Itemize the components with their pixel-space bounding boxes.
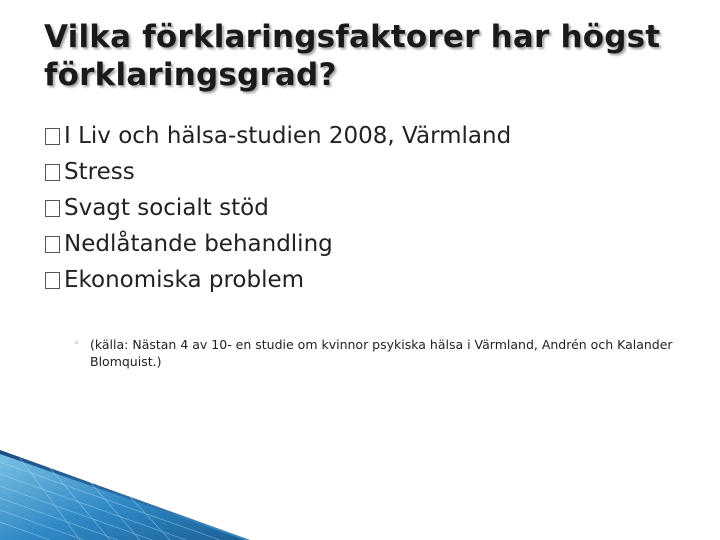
- square-bullet-icon: [45, 200, 60, 217]
- bullet-item: [44, 190, 511, 226]
- source-citation: [74, 336, 674, 370]
- bullet-item: [44, 262, 511, 298]
- bullet-text: Svagt socialt stöd: [64, 195, 269, 221]
- bullet-text: Nedlåtande behandling: [64, 231, 333, 257]
- bullet-list: [44, 118, 511, 298]
- square-bullet-icon: [45, 164, 60, 181]
- bullet-item: [44, 154, 511, 190]
- corner-decoration: [0, 450, 250, 540]
- bullet-text: I Liv och hälsa-studien 2008, Värmland: [64, 123, 512, 149]
- source-text: (källa: Nästan 4 av 10- en studie om kvinnor psykiska hälsa i Värmland, Andrén och Kalander Blomquist.): [90, 337, 673, 369]
- square-bullet-icon: [45, 236, 60, 253]
- bullet-item: [44, 118, 511, 154]
- bullet-text: Stress: [64, 159, 135, 185]
- bullet-text: Ekonomiska problem: [64, 267, 305, 293]
- circle-bullet-icon: ◦: [74, 339, 80, 349]
- bullet-item: [44, 226, 511, 262]
- square-bullet-icon: [45, 128, 60, 145]
- slide-title: Vilka förklaringsfaktorer har högst förklaringsgrad?: [44, 19, 661, 93]
- square-bullet-icon: [45, 272, 60, 289]
